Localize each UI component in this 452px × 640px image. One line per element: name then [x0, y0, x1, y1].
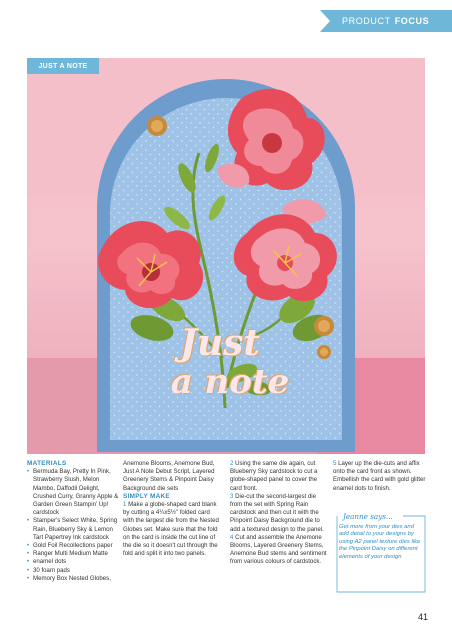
material-item: • 30 foam pads [27, 567, 119, 575]
step-text: Cut and assemble the Anemone Blooms, Layered Greenery Stems, Anemone Bud stems and sentiment from various colours of cardstock. [230, 533, 327, 566]
step-number: 3 [230, 492, 234, 500]
material-item: • Memory Box Nested Globes, [27, 575, 119, 583]
sentiment-a-note: a note [170, 362, 290, 402]
instructions-column-1 [123, 460, 221, 558]
tip-text: Get more from your dies and add detail to your designs by using A2 panel texture dies like the Pinpoint Daisy on different elements of your design [339, 524, 421, 560]
step-3 [230, 493, 328, 534]
step-1 [123, 501, 221, 558]
instructions-column-2 [230, 460, 328, 567]
materials-continued: Anemone Blooms, Anemone Bud, Just A Note Debut Script, Layered Greenery Stems & Pinpoint Daisy Background die sets [123, 460, 215, 492]
material-item: • Bermuda Bay, Pretty In Pink, Strawberry Slush, Melon Mambo, Daffodil Delight, Crushed Curry, Granny Apple & Garden Green Stampin' Up! cardstock [27, 468, 119, 517]
section-label-strong: FOCUS [394, 16, 430, 26]
step-text: Layer up the die-cuts and affix onto the card front as shown. Embellish the card with gold glitter enamel dots to finish. [333, 460, 426, 492]
step-4 [230, 534, 328, 567]
step-5 [333, 460, 429, 493]
materials-column [27, 460, 119, 583]
materials-title: MATERIALS [27, 460, 67, 467]
card-photo [27, 58, 425, 454]
sentiment-just: Just [179, 322, 261, 364]
step-text: Make a globe-shaped card blank by cutting a 4¼x5½" folded card with the largest die from the Nested Globes set. Make sure that the fold on the card is inside the cut line of the die so it doesn't cut through the fold and split it into two panels. [123, 501, 219, 558]
simply-make-title: SIMPLY MAKE [123, 492, 170, 500]
step-text: Die-cut the second-largest die from the set with Spring Rain cardstock and then cut it with the Pinpoint Daisy Background die to add a textured design to the panel. [230, 492, 324, 533]
instructions-column-3 [333, 460, 429, 493]
step-number: 1 [123, 501, 127, 509]
step-number: 4 [230, 533, 234, 541]
section-header-tab [320, 10, 452, 32]
materials-list [27, 468, 119, 583]
step-2 [230, 460, 328, 493]
section-label: PRODUCT [342, 16, 391, 26]
step-number: 2 [230, 460, 234, 467]
step-number: 5 [333, 460, 337, 467]
material-item: • Stamper's Select White, Spring Rain, Blueberry Sky & Lemon Tart Papertrey Ink cardstock [27, 517, 119, 542]
photo-label: JUST A NOTE [27, 58, 99, 74]
page-number: 41 [417, 612, 428, 622]
material-item: • Gold Foil Recollections paper [27, 542, 119, 550]
material-item: • Ranger Multi Medium Matte [27, 550, 119, 558]
tip-title: Jeanne says... [343, 512, 393, 521]
tip-box [333, 512, 429, 596]
step-text: Using the same die again, cut Blueberry Sky cardstock to cut a globe-shaped panel to cover the card front. [230, 460, 318, 492]
material-item: • enamel dots [27, 558, 119, 566]
